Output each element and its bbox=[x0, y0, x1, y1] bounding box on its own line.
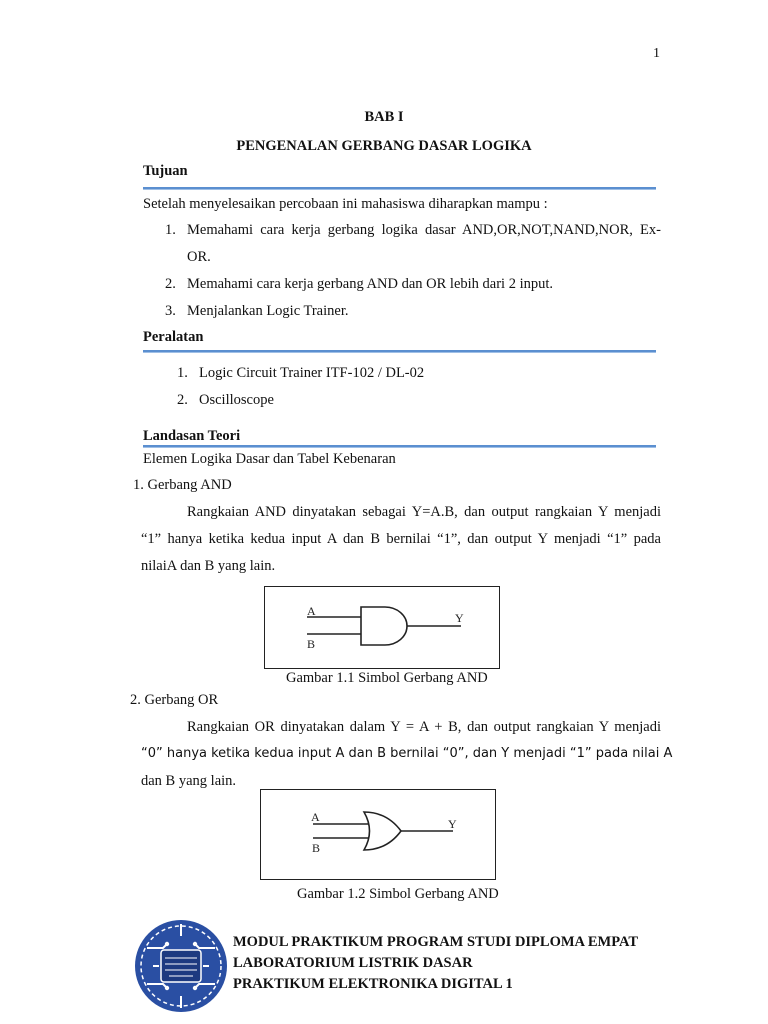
tujuan-item-2-num: 2. bbox=[165, 276, 176, 292]
or-label-a: A bbox=[311, 810, 320, 824]
logo-chip bbox=[161, 950, 201, 982]
tujuan-item-2-text: Memahami cara kerja gerbang AND dan OR lebih dari 2 input. bbox=[187, 276, 554, 292]
and-para-line2: “1” hanya ketika kedua input A dan B bernilai “1”, dan output Y menjadi “1” pada bbox=[141, 531, 661, 547]
or-para-line1: Rangkaian OR dinyatakan dalam Y = A + B, dan output rangkaian Y menjadi bbox=[187, 719, 661, 735]
peralatan-heading: Peralatan bbox=[143, 329, 204, 345]
peralatan-item-1-num: 1. bbox=[177, 365, 188, 381]
and-para-line3: nilaiA dan B yang lain. bbox=[141, 558, 276, 574]
peralatan-item-1-text: Logic Circuit Trainer ITF-102 / DL-02 bbox=[199, 365, 425, 381]
tujuan-item-1-num: 1. bbox=[165, 222, 176, 238]
or-label-b: B bbox=[312, 841, 321, 855]
or-gate-symbol bbox=[261, 790, 495, 879]
and-label-b: B bbox=[307, 637, 316, 651]
landasan-rule bbox=[143, 445, 656, 448]
and-gate-figure bbox=[264, 586, 500, 669]
tujuan-item-1-cont: OR. bbox=[187, 249, 211, 265]
landasan-subtitle: Elemen Logika Dasar dan Tabel Kebenaran bbox=[143, 451, 396, 467]
and-heading: 1. Gerbang AND bbox=[133, 477, 232, 493]
page-title: PENGENALAN GERBANG DASAR LOGIKA bbox=[236, 138, 532, 154]
lab-logo-emblem bbox=[133, 918, 229, 1014]
footer-line-1: MODUL PRAKTIKUM PROGRAM STUDI DIPLOMA EMPAT bbox=[233, 934, 639, 950]
or-gate-figure bbox=[260, 789, 496, 880]
tujuan-heading: Tujuan bbox=[143, 163, 188, 179]
peralatan-item-2-text: Oscilloscope bbox=[199, 392, 274, 408]
and-label-y: Y bbox=[455, 611, 464, 625]
page-number: 1 bbox=[653, 46, 660, 61]
lab-logo bbox=[133, 918, 229, 1014]
and-gate-body bbox=[361, 607, 407, 645]
footer-line-3: PRAKTIKUM ELEKTRONIKA DIGITAL 1 bbox=[233, 976, 513, 992]
or-gate-body bbox=[364, 812, 401, 850]
and-figure-caption: Gambar 1.1 Simbol Gerbang AND bbox=[286, 670, 488, 686]
and-para-line1: Rangkaian AND dinyatakan sebagai Y=A.B, dan output rangkaian Y menjadi bbox=[187, 504, 661, 520]
chapter-label: BAB I bbox=[364, 109, 404, 125]
peralatan-rule bbox=[143, 350, 656, 353]
tujuan-item-3-num: 3. bbox=[165, 303, 176, 319]
tujuan-rule bbox=[143, 187, 656, 190]
or-para-line2: “0” hanya ketika kedua input A dan B bernilai “0”, dan Y menjadi “1” pada nilai A bbox=[141, 746, 673, 761]
or-label-y: Y bbox=[448, 817, 457, 831]
and-label-a: A bbox=[307, 604, 316, 618]
peralatan-item-2-num: 2. bbox=[177, 392, 188, 408]
tujuan-item-3-text: Menjalankan Logic Trainer. bbox=[187, 303, 349, 319]
or-figure-caption: Gambar 1.2 Simbol Gerbang AND bbox=[297, 886, 499, 902]
or-heading: 2. Gerbang OR bbox=[130, 692, 219, 708]
tujuan-intro: Setelah menyelesaikan percobaan ini mahasiswa diharapkan mampu : bbox=[143, 196, 548, 212]
landasan-heading: Landasan Teori bbox=[143, 428, 241, 444]
and-gate-symbol bbox=[265, 587, 499, 668]
or-para-line3: dan B yang lain. bbox=[141, 773, 237, 789]
tujuan-item-1-text: Memahami cara kerja gerbang logika dasar AND,OR,NOT,NAND,NOR, Ex- bbox=[187, 222, 661, 238]
footer-line-2: LABORATORIUM LISTRIK DASAR bbox=[233, 955, 473, 971]
